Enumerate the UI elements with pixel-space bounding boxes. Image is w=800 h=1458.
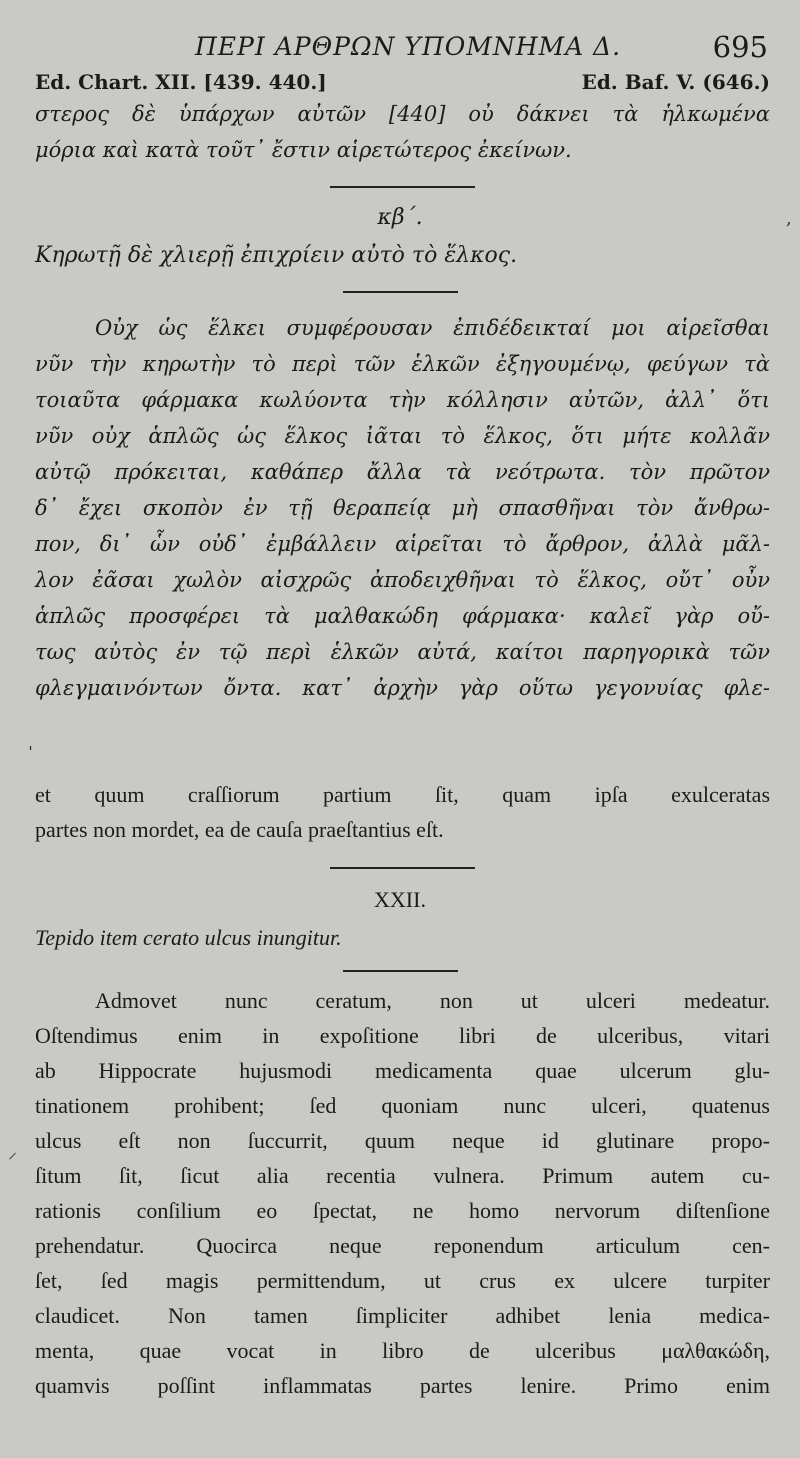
latin-intro-line: partes non mordet, ea de cauſa praeſtantius eſt. — [35, 817, 444, 842]
greek-lemma: Κηρωτῇ δὲ χλιερῇ ἐπιχρίειν αὐτὸ τὸ ἕλκος. — [35, 243, 518, 268]
latin-intro-line: et quum craſſiorum partium ſit, quam ipſa exulceratas — [35, 782, 770, 807]
edition-chartier-ref: Ed. Chart. XII. [439. 440.] — [35, 70, 327, 94]
latin-commentary-line: menta, quae vocat in libro de ulceribus μαλθακώδη, — [35, 1338, 770, 1363]
running-title: ΠΕΡΙ ΑΡΘΡΩΝ ΥΠΟΜΝΗΜΑ Δ. — [195, 32, 622, 61]
latin-commentary-line: prehendatur. Quocirca neque reponendum articulum cen- — [35, 1233, 770, 1258]
greek-commentary-line: τως αὐτὸς ἐν τῷ περὶ ἑλκῶν αὐτά, καίτοι παρηγορικὰ τῶν — [35, 640, 770, 664]
margin-mark-icon: ˌ — [28, 732, 33, 753]
greek-section-number: κβ΄. — [377, 205, 423, 230]
latin-commentary-line: ab Hippocrate hujusmodi medicamenta quae ulcerum glu- — [35, 1058, 770, 1083]
greek-commentary-line: δ᾽ ἔχει σκοπὸν ἐν τῇ θεραπείᾳ μὴ σπασθῆναι τὸν ἄνθρω- — [35, 496, 770, 520]
edition-basel-ref: Ed. Baf. V. (646.) — [581, 70, 770, 94]
greek-intro-line: στερος δὲ ὑπάρχων αὐτῶν [440] οὐ δάκνει τὰ ἡλκωμένα — [35, 102, 770, 126]
page-number: 695 — [712, 30, 768, 64]
latin-commentary-line: tinationem prohibent; ſed quoniam nunc ulceri, quatenus — [35, 1093, 770, 1118]
latin-commentary-line: Oſtendimus enim in expoſitione libri de ulceribus, vitari — [35, 1023, 770, 1048]
running-head — [0, 32, 800, 72]
latin-commentary-line: claudicet. Non tamen ſimpliciter adhibet lenia medica- — [35, 1303, 770, 1328]
section-divider — [330, 867, 475, 869]
latin-section-number: XXII. — [374, 887, 426, 912]
greek-commentary-line: Οὐχ ὡς ἕλκει συμφέρουσαν ἐπιδέδεικταί μοι αἱρεῖσθαι — [95, 316, 770, 340]
latin-commentary-line: ſet, ſed magis permittendum, ut crus ex ulcere turpiter — [35, 1268, 770, 1293]
greek-commentary-line: ἁπλῶς προσφέρει τὰ μαλθακώδη φάρμακα· καλεῖ γὰρ οὔ- — [35, 604, 770, 628]
edition-reference-line — [35, 70, 770, 100]
greek-commentary-line: τοιαῦτα φάρμακα κωλύοντα τὴν κόλλησιν αὐτῶν, ἀλλ᾽ ὅτι — [35, 388, 770, 412]
greek-commentary-line: πον, δι᾽ ὧν οὐδ᾽ ἐμβάλλειν αἱρεῖται τὸ ἄρθρον, ἀλλὰ μᾶλ- — [35, 532, 770, 556]
latin-commentary-line: ulcus eſt non ſuccurrit, quum neque id glutinare propo- — [35, 1128, 770, 1153]
latin-lemma: Tepido item cerato ulcus inungitur. — [35, 925, 342, 950]
latin-commentary-line: rationis conſilium eo ſpectat, ne homo nervorum diſtenſione — [35, 1198, 770, 1223]
greek-commentary-line: λον ἐᾶσαι χωλὸν αἰσχρῶς ἀποδειχθῆναι τὸ ἕλκος, οὔτ᾽ οὖν — [35, 568, 770, 592]
section-divider — [343, 291, 458, 293]
greek-commentary-line: νῦν οὐχ ἁπλῶς ὡς ἕλκος ἰᾶται τὸ ἕλκος, ὅτι μήτε κολλᾶν — [35, 424, 770, 448]
latin-commentary-line: quamvis poſſint inflammatas partes lenire. Primo enim — [35, 1373, 770, 1398]
margin-mark-icon: , — [786, 208, 792, 229]
greek-commentary-line: φλεγμαινόντων ὄντα. κατ᾽ ἀρχὴν γὰρ οὕτω γεγονυίας φλε- — [35, 676, 770, 700]
greek-commentary-line: αὐτῷ πρόκειται, καθάπερ ἄλλα τὰ νεότρωτα. τὸν πρῶτον — [35, 460, 770, 484]
section-divider — [343, 970, 458, 972]
latin-commentary-line: Admovet nunc ceratum, non ut ulceri medeatur. — [95, 988, 770, 1013]
margin-mark-icon: ⸝ — [8, 1142, 17, 1163]
greek-intro-line: μόρια καὶ κατὰ τοῦτ᾽ ἔστιν αἱρετώτερος ἐκείνων. — [35, 138, 572, 162]
section-divider — [330, 186, 475, 188]
greek-commentary-line: νῦν τὴν κηρωτὴν τὸ περὶ τῶν ἑλκῶν ἐξηγουμένῳ, φεύγων τὰ — [35, 352, 770, 376]
latin-commentary-line: ſitum ſit, ſicut alia recentia vulnera. Primum autem cu- — [35, 1163, 770, 1188]
